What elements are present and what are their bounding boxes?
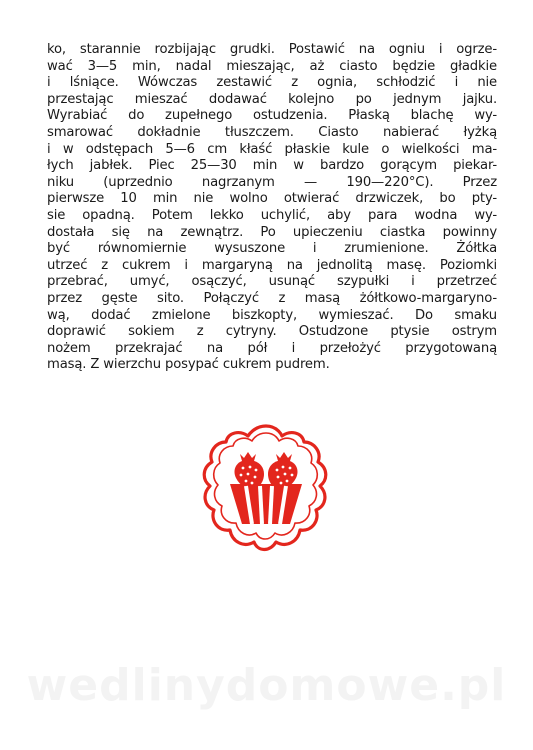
text-line: niku (uprzednio nagrzanym — 190—220°C). Przez (47, 174, 497, 190)
watermark: wedlinydomowe.pl (26, 660, 507, 711)
text-line: przestając mieszać dodawać kolejno po jednym jajku. (47, 91, 497, 107)
text-line: doprawić sokiem z cytryny. Ostudzone ptysie ostrym (47, 324, 497, 340)
text-line: i lśniące. Wówczas zestawić z ognia, schłodzić i nie (47, 75, 497, 91)
text-line: pierwsze 10 min nie wolno otwierać drzwiczek, bo pty- (47, 191, 497, 207)
text-line: sie opadną. Potem lekko uchylić, aby para wodna wy- (47, 207, 497, 223)
text-line: nożem przekrajać na pół i przełożyć przygotowaną (47, 340, 497, 356)
text-line: ko, starannie rozbijając grudki. Postawić na ogniu i ogrze- (47, 42, 497, 57)
text-line: smarować dokładnie tłuszczem. Ciasto nabierać łyżką (47, 124, 497, 140)
text-line: przez gęste sito. Połączyć z masą żółtkowo-margaryno- (47, 290, 497, 306)
text-line: utrzeć z cukrem i margaryną na jednolitą masę. Poziomki (47, 257, 497, 273)
text-line: wać 3—5 min, nadal mieszając, aż ciasto będzie gładkie (47, 58, 497, 74)
text-line: dostała się na zewnątrz. Po upieczeniu ciastka powinny (47, 224, 497, 240)
text-line: i w odstępach 5—6 cm kłaść płaskie kule o wielkości ma- (47, 141, 497, 157)
text-line: wą, dodać zmielone biszkopty, wymieszać. Do smaku (47, 307, 497, 323)
text-line: łych jabłek. Piec 25—30 min w bardzo gorącym piekar- (47, 158, 497, 174)
strawberry-cupcake-icon (198, 420, 334, 556)
text-line: przebrać, umyć, osączyć, usunąć szypułki i przetrzeć (47, 274, 497, 290)
text-line: być równomiernie wysuszone i zrumienione. Żółtka (47, 241, 497, 257)
text-line: Wyrabiać do zupełnego ostudzenia. Płaską blachę wy- (47, 108, 497, 124)
text-line: masą. Z wierzchu posypać cukrem pudrem. (47, 357, 330, 373)
recipe-text (47, 42, 497, 374)
